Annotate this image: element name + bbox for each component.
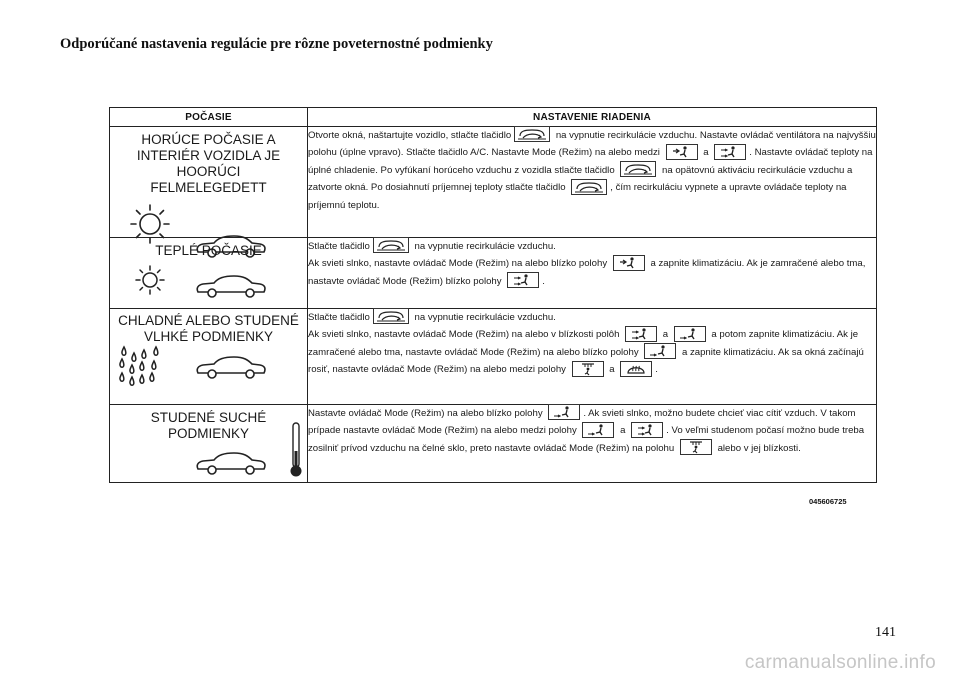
settings-text: . Ak svieti slnko, možno budete chcieť viac cítiť vzduch. V takom prípade nastavte ovládač Mode (Režim) na alebo medzi polohy <box>308 408 856 437</box>
settings-text: a <box>660 329 671 341</box>
weather-label: HORÚCE POČASIE A INTERIÉR VOZIDLA JE HOORÚCI FELMELEGEDETT <box>136 132 281 195</box>
settings-text: a <box>617 425 629 437</box>
thermometer-icon <box>289 421 303 479</box>
settings-text: Stlačte tlačidlo <box>308 241 370 252</box>
settings-text: na vypnutie recirkulácie vzduchu. <box>411 312 556 323</box>
sun-small-icon <box>134 264 166 296</box>
header-weather: POČASIE <box>110 108 308 127</box>
recirculation-icon <box>373 237 409 253</box>
recirculation-icon <box>373 308 409 324</box>
weather-label: CHLADNÉ ALEBO STUDENÉ VLHKÉ PODMIENKY <box>118 313 299 344</box>
settings-text: alebo v jej blízkosti. <box>714 442 801 454</box>
table-row <box>110 127 877 238</box>
mode-bilevel-icon <box>625 326 657 342</box>
page-number: 141 <box>875 625 896 640</box>
mode-mix-icon <box>572 361 604 377</box>
settings-table <box>109 107 877 483</box>
settings-text: . Nastavte ovládač teploty na úplné chladenie. Po vyfúkaní horúceho vzduchu z vozidla stlačte tlačidlo <box>308 147 873 176</box>
settings-cell <box>308 309 877 405</box>
table-header-row <box>110 108 877 127</box>
mode-panel-icon <box>666 144 698 160</box>
table-row <box>110 405 877 483</box>
weather-label: TEPLÉ POČASIE <box>155 243 262 258</box>
mode-floor-icon <box>548 404 580 420</box>
table-row <box>110 309 877 405</box>
mode-floor-icon <box>644 343 676 359</box>
settings-text: a <box>700 147 712 159</box>
weather-cell <box>110 127 308 238</box>
mode-bilevel-icon <box>631 422 663 438</box>
settings-text: . <box>655 364 658 376</box>
car-icon <box>194 355 268 381</box>
table-row <box>110 238 877 309</box>
settings-text: a <box>606 364 618 376</box>
mode-bilevel-icon <box>714 144 746 160</box>
settings-text: na vypnutie recirkulácie vzduchu. Nastavte ovládač ventilátora na najvyššiu polohu (úplne vpravo). Stlačte tlačidlo A/C. Nastavte Mode (Režim) na alebo medzi <box>308 130 876 159</box>
settings-text: Nastavte ovládač Mode (Režim) na alebo blízko polohy <box>308 408 546 419</box>
watermark: carmanualsonline.info <box>744 652 936 673</box>
raindrops-icon <box>118 345 168 391</box>
mode-floor-icon <box>674 326 706 342</box>
settings-text: a zapnite klimatizáciu. Ak sa okná začínajú rosiť, nastavte ovládač Mode (Režim) na alebo medzi polohy <box>308 346 864 376</box>
car-icon <box>194 274 268 300</box>
settings-text: . Vo veľmi studenom počasí možno bude treba zosilniť prívod vzduchu na čelné sklo, preto nastavte ovládač Mode (Režim) na polohu <box>308 425 865 454</box>
settings-text: Ak svieti slnko, nastavte ovládač Mode (Režim) na alebo v blízkosti polôh <box>308 329 623 341</box>
settings-text: Ak svieti slnko, nastavte ovládač Mode (Režim) na alebo blízko polohy <box>308 258 610 270</box>
settings-cell <box>308 405 877 483</box>
figure-code: 045606725 <box>809 497 847 506</box>
recirculation-icon <box>620 161 656 177</box>
settings-text: na vypnutie recirkulácie vzduchu. <box>411 241 556 252</box>
settings-text: , čím recirkuláciu vypnete a upravte ovládače teploty na príjemnú teplotu. <box>308 182 847 211</box>
mode-mix-icon <box>680 439 712 455</box>
settings-cell <box>308 238 877 309</box>
settings-text: na opätovnú aktiváciu recirkulácie vzduchu a zatvorte okná. Po dosiahnutí príjemnej teploty stlačte tlačidlo <box>308 164 853 194</box>
settings-text: a zapnite klimatizáciu. Ak je zamračené alebo tma, nastavte ovládač Mode (Režim) blízko polohy <box>308 258 866 287</box>
page-title: Odporúčané nastavenia regulácie pre rôzne poveternostné podmienky <box>60 36 493 52</box>
header-settings: NASTAVENIE RIADENIA <box>308 108 877 127</box>
settings-cell <box>308 127 877 238</box>
settings-text: a potom zapnite klimatizáciu. Ak je zamračené alebo tma, nastavte ovládač Mode (Režim) na alebo blízko polohy <box>308 329 859 358</box>
car-icon <box>194 451 268 477</box>
mode-panel-icon <box>613 255 645 271</box>
settings-text: Otvorte okná, naštartujte vozidlo, stlačte tlačidlo <box>308 130 512 141</box>
weather-cell <box>110 405 308 483</box>
mode-floor-icon <box>582 422 614 438</box>
weather-label: STUDENÉ SUCHÉ PODMIENKY <box>150 410 267 441</box>
mode-bilevel-icon <box>507 272 539 288</box>
settings-text: . <box>542 275 545 287</box>
recirculation-icon <box>514 126 550 142</box>
weather-cell <box>110 238 308 309</box>
recirculation-icon <box>571 179 607 195</box>
settings-text: Stlačte tlačidlo <box>308 312 370 323</box>
defrost-icon <box>620 361 652 377</box>
weather-cell <box>110 309 308 405</box>
